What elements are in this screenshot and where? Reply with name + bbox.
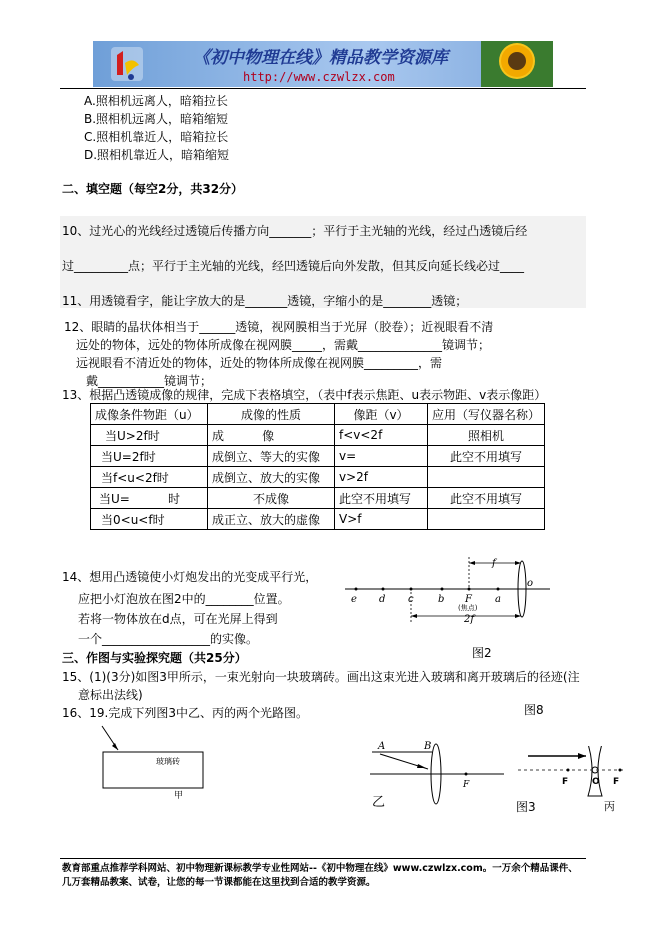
table-cell: 此空不用填写: [428, 488, 545, 509]
bing-label-F-right: F: [613, 777, 620, 787]
q12-line3: 远视眼看不清近处的物体，近处的物体所成像在视网膜_________，需: [76, 356, 443, 370]
lens-imaging-table: [90, 403, 545, 530]
bing-label-F-left: F: [562, 777, 569, 787]
banner-url: http://www.czwlzx.com: [243, 70, 395, 84]
point-F: F: [465, 594, 472, 605]
option-c: C.照相机靠近人，暗箱拉长: [84, 130, 229, 144]
table-row: [91, 488, 545, 509]
point-e: e: [351, 594, 357, 605]
q13-text: 13、根据凸透镜成像的规律，完成下表格填空，（表中f表示焦距、u表示物距、v表示像距）: [62, 388, 547, 402]
table-cell: 当f<u<2f时: [91, 467, 208, 488]
option-a: A.照相机远离人，暗箱拉长: [84, 94, 228, 108]
point-d: d: [379, 594, 386, 605]
point-b: b: [438, 594, 445, 605]
q11-text: 11、用透镜看字，能让字放大的是_______透镜，字缩小的是________透镜；: [62, 294, 468, 308]
table-cell: 照相机: [428, 425, 545, 446]
table-cell: v>2f: [335, 467, 428, 488]
q15-line1: 15、(1)(3分)如图3甲所示，一束光射向一块玻璃砖。画出这束光进入玻璃和离开玻璃后的径迹(注: [62, 670, 580, 684]
yi-label-F: F: [463, 780, 470, 790]
footer-rule: [60, 858, 586, 859]
table-header: 应用（写仪器名称）: [428, 404, 545, 425]
label-yi: 乙: [372, 795, 386, 810]
banner-title: 《初中物理在线》精品教学资源库: [193, 48, 448, 68]
q15-line2: 意标出法线): [78, 688, 143, 702]
label-jia: 甲: [174, 791, 184, 801]
q10-line2: 过_________点；平行于主光轴的光线，经凹透镜后向外发散，但其反向延长线必过____: [62, 259, 525, 273]
yi-label-A: A: [378, 741, 386, 752]
figure-3-caption: 图3: [516, 800, 536, 814]
option-b: B.照相机远离人，暗箱缩短: [84, 112, 229, 126]
table-cell: [428, 509, 545, 530]
header-rule: [60, 88, 586, 89]
q14-line2: 应把小灯泡放在图2中的________位置。: [78, 592, 290, 606]
label-bing: 丙: [604, 800, 615, 813]
table-row: [91, 446, 545, 467]
table-cell: 当U=2f时: [91, 446, 208, 467]
q14-line4: 一个__________________的实像。: [78, 632, 259, 646]
table-cell: v=: [335, 446, 428, 467]
yi-label-B: B: [424, 741, 432, 752]
table-cell: 成倒立、放大的实像: [208, 467, 335, 488]
figure-2: [340, 552, 560, 642]
q16-text: 16、19.完成下列图3中乙、丙的两个光路图。: [62, 706, 308, 720]
table-header-row: [91, 404, 545, 425]
point-c: c: [408, 594, 414, 605]
figure-3-yi: [366, 734, 506, 816]
glass-brick-label: 玻璃砖: [156, 757, 180, 766]
table-cell: 此空不用填写: [335, 488, 428, 509]
focus-label: (焦点): [458, 604, 478, 612]
table-cell: 成正立、放大的虚像: [208, 509, 335, 530]
q12-line4: 戴___________镜调节；: [86, 374, 213, 388]
figure-3-jia: [96, 722, 216, 802]
table-row: [91, 509, 545, 530]
table-cell: 当U>2f时: [91, 425, 208, 446]
header-banner: [93, 41, 553, 87]
logo-icon: [111, 47, 143, 81]
table-row: [91, 467, 545, 488]
q14-line3: 若将一物体放在d点，可在光屏上得到: [78, 612, 278, 626]
section3-heading: 三、作图与实验探究题（共25分）: [62, 651, 247, 665]
table-cell: 成 像: [208, 425, 335, 446]
table-header: 像距（v）: [335, 404, 428, 425]
table-row: [91, 425, 545, 446]
table-header: 成像的性质: [208, 404, 335, 425]
point-a: a: [495, 594, 501, 605]
footer-line1: 教育部重点推荐学科网站、初中物理新课标教学专业性网站--《初中物理在线》www.czwlzx.com。一万余个精品课件、: [62, 863, 578, 874]
two-f-label: 2f: [464, 614, 475, 625]
sunflower-icon: [481, 41, 553, 87]
section2-heading: 二、填空题（每空2分，共32分）: [62, 182, 244, 196]
q12-line1: 12、眼睛的晶状体相当于______透镜，视网膜相当于光屏（胶卷）；近视眼看不清: [64, 320, 494, 334]
figure-2-caption: 图2: [472, 646, 492, 660]
table-cell: 当U= 时: [91, 488, 208, 509]
glass-brick: [103, 752, 203, 788]
table-cell: f<v<2f: [335, 425, 428, 446]
table-cell: 此空不用填写: [428, 446, 545, 467]
q14-line1: 14、想用凸透镜使小灯炮发出的光变成平行光，: [62, 570, 318, 584]
f-label: f: [492, 558, 496, 569]
table-cell: 成倒立、等大的实像: [208, 446, 335, 467]
bing-concave-lens: [588, 746, 602, 796]
table-cell: 不成像: [208, 488, 335, 509]
footer-line2: 几万套精品教案、试卷，让您的每一节课都能在这里找到合适的教学资源。: [62, 877, 376, 888]
q10-line1: 10、过光心的光线经过透镜后传播方向_______；平行于主光轴的光线，经过凸透镜后经: [62, 224, 528, 238]
point-o: o: [527, 578, 534, 589]
bing-label-O: O: [592, 777, 600, 787]
table-header: 成像条件物距（u）: [91, 404, 208, 425]
table-cell: V>f: [335, 509, 428, 530]
figure-8-label: 图8: [524, 703, 544, 717]
banner-graphic: [93, 41, 553, 87]
table-cell: 当0<u<f时: [91, 509, 208, 530]
q12-line2: 远处的物体，远处的物体所成像在视网膜_____，需戴______________镜调节；: [76, 338, 491, 352]
table-cell: [428, 467, 545, 488]
option-d: D.照相机靠近人，暗箱缩短: [84, 148, 230, 162]
